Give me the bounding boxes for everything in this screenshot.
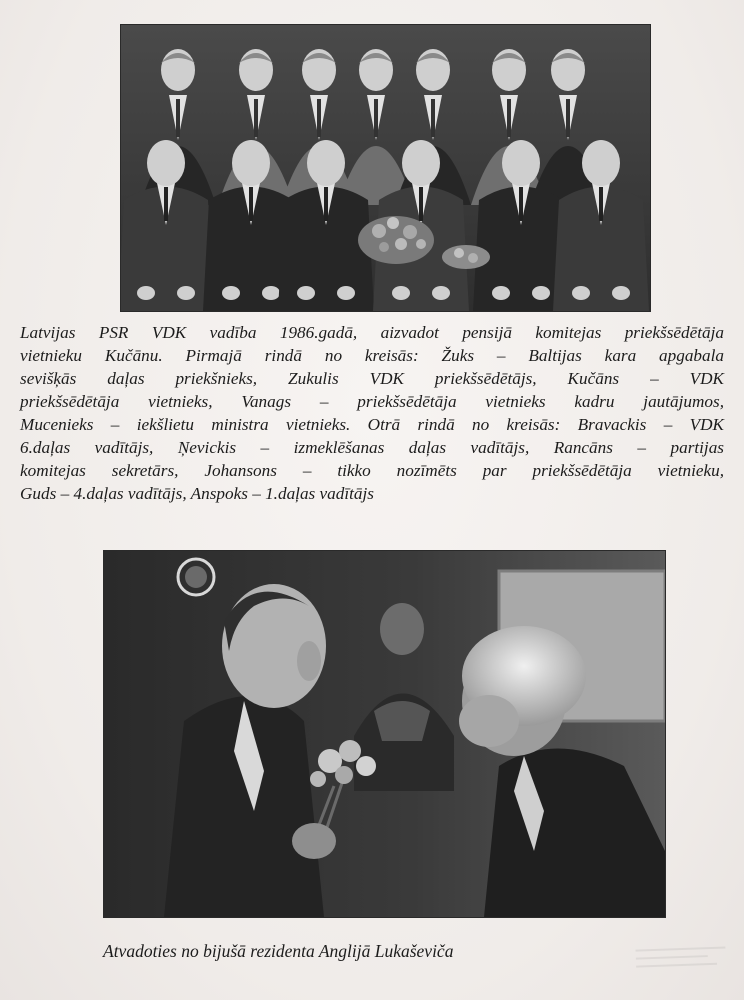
caption-line: Guds – 4.daļas vadītājs, Anspoks – 1.daļas vadītājs [20,484,374,503]
caption-line: Mucenieks – iekšlietu ministra vietnieks. Otrā rindā no kreisās: Bravackis – VDK [20,415,724,434]
bleed-through-texture [635,942,726,985]
caption-line: 6.daļas vadītājs, Ņevickis – izmeklēšanas daļas vadītājs, Rancāns – partijas [20,438,724,457]
farewell-photo-image [104,551,665,917]
caption-line: komitejas sekretārs, Johansons – tikko nozīmēts par priekšsēdētāja vietnieku, [20,461,724,480]
group-photo-image [121,25,650,311]
farewell-photo-caption: Atvadoties no bijušā rezidenta Anglijā Lukaševiča [103,941,454,961]
caption-line: sevišķās daļas priekšnieks, Zukulis VDK priekšsēdētājs, Kučāns – VDK [20,369,724,388]
caption-line: priekšsēdētāja vietnieks, Vanags – priekšsēdētāja vietnieks kadru jautājumos, [20,392,724,411]
farewell-photo [103,550,666,918]
group-photo [120,24,651,312]
group-photo-caption [20,321,724,505]
caption-line: vietnieku Kučānu. Pirmajā rindā no kreisās: Žuks – Baltijas kara apgabala [20,346,724,365]
caption-line: Latvijas PSR VDK vadība 1986.gadā, aizvadot pensijā komitejas priekšsēdētāja [20,323,724,342]
